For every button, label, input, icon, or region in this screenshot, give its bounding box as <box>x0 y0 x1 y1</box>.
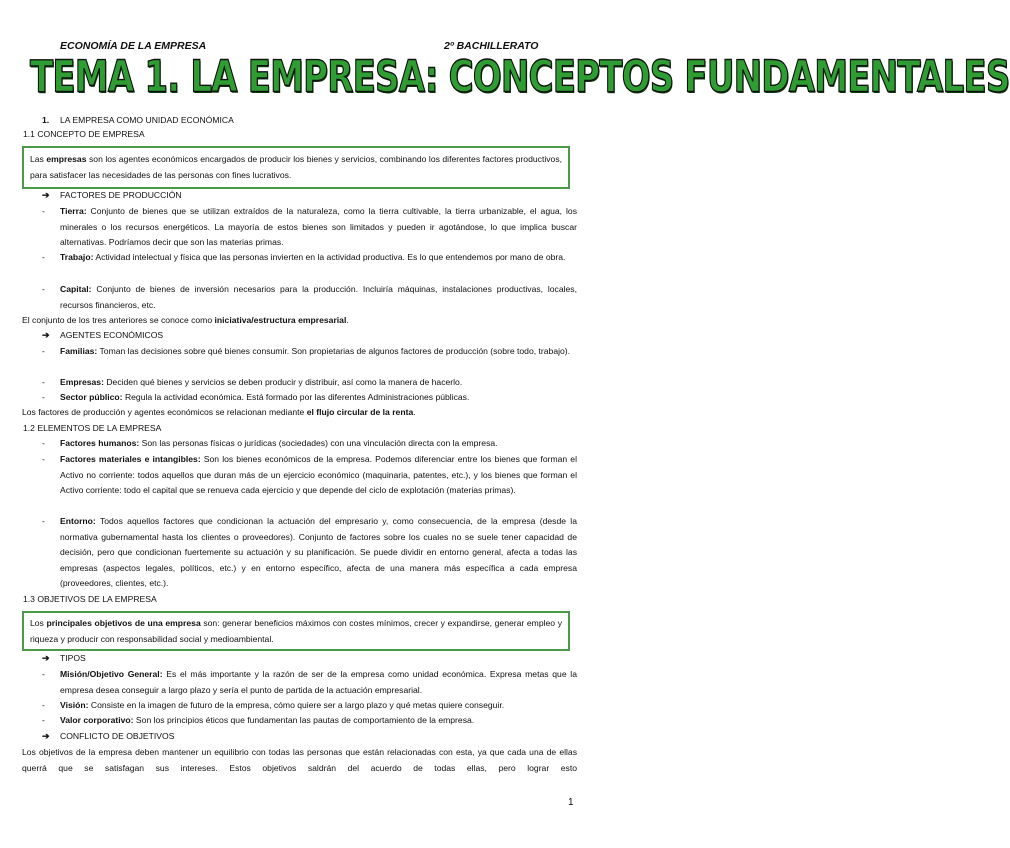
arrow-icon: ➔ <box>42 190 50 200</box>
dash-bullet: - <box>42 438 45 448</box>
list-item-trabajo: Trabajo: Actividad intelectual y física que las personas invierten en la actividad productiva. Es lo que entendemos por mano de obra. <box>60 252 566 262</box>
dash-bullet: - <box>42 516 45 526</box>
conflicto-heading: CONFLICTO DE OBJETIVOS <box>60 731 175 741</box>
definition-text: Las empresas son los agentes económicos encargados de producir los bienes y servicios, combinando los diferentes factores productivos, para satisfacer las necesidades de las personas con fines lucrativos. <box>30 154 563 180</box>
arrow-icon: ➔ <box>42 731 50 741</box>
dash-bullet: - <box>42 669 45 679</box>
list-item-familias: Familias: Toman las decisiones sobre qué bienes consumir. Son propietarias de algunos factores de producción (sobre todo, trabajo). <box>60 346 571 356</box>
dash-bullet: - <box>42 252 45 262</box>
list-item-valor-corporativo: Valor corporativo: Son los principios éticos que fundamentan las pautas de comportamiento de la empresa. <box>60 715 475 725</box>
dash-bullet: - <box>42 206 45 216</box>
dash-bullet: - <box>42 377 45 387</box>
dash-bullet: - <box>42 346 45 356</box>
dash-bullet: - <box>42 454 45 464</box>
arrow-icon: ➔ <box>42 330 50 340</box>
dash-bullet: - <box>42 700 45 710</box>
agentes-heading: AGENTES ECONÓMICOS <box>60 330 164 340</box>
factores-heading: FACTORES DE PRODUCCIÓN <box>60 190 182 200</box>
list-item-entorno: Entorno: Todos aquellos factores que condicionan la actuación del empresario y, como consecuencia, de la empresa (desde la normativa gubernamental hasta los clientes o proveedores). Conjunto de factores sobre los cuales no se suele tener capacidad de decisión, pero que condicionan fuertemente su actuación y su planificación. Se puede dividir en entorno general, afecta a todas las empresas (aspectos legales, políticos, etc.) y en entorno específico, afecta de una manera más específica a cada empresa (proveedores, clientes, etc.). <box>60 516 577 588</box>
objectives-text: Los principales objetivos de una empresa son: generar beneficios máximos con costes mínimos, crecer y expandirse, generar empleo y riqueza y producir con responsabilidad social y medioambiental. <box>30 618 562 644</box>
tipos-heading: TIPOS <box>60 653 86 663</box>
conflicto-text: Los objetivos de la empresa deben mantener un equilibrio con todas las personas que están relacionadas con esta, ya que cada una de ellas querrá que se satisfagan sus intereses. Estos objetivos saldrán del acuerdo de todas ellas, pero lograr esto <box>22 747 577 773</box>
list-item-sector-publico: Sector público: Regula la actividad económica. Está formado por las diferentes Administraciones públicas. <box>60 392 470 402</box>
objectives-box <box>22 611 570 651</box>
list-item-mision: Misión/Objetivo General: Es el más importante y la razón de ser de la empresa como unidad económica. Expresa metas que la empresa desea conseguir a largo plazo y sería el punto de partida de la actuación empresarial. <box>60 669 577 695</box>
section-number: 1. <box>42 115 50 125</box>
dash-bullet: - <box>42 715 45 725</box>
agentes-conclusion: Los factores de producción y agentes económicos se relacionan mediante el flujo circular de la renta. <box>22 407 416 417</box>
subsection-heading-1-2: 1.2 ELEMENTOS DE LA EMPRESA <box>23 423 162 433</box>
dash-bullet: - <box>42 392 45 402</box>
dash-bullet: - <box>42 284 45 294</box>
list-item-vision: Visión: Consiste en la imagen de futuro de la empresa, cómo quiere ser a largo plazo y qué metas quiere conseguir. <box>60 700 505 710</box>
factores-conclusion: El conjunto de los tres anteriores se conoce como iniciativa/estructura empresarial. <box>22 315 349 325</box>
page-title: TEMA 1. LA EMPRESA: CONCEPTOS FUNDAMENTALES <box>30 51 1010 103</box>
definition-box <box>22 146 570 189</box>
subsection-heading-1-1: 1.1 CONCEPTO DE EMPRESA <box>23 129 145 139</box>
header-course: 2º BACHILLERATO <box>444 40 539 52</box>
header-subject: ECONOMÍA DE LA EMPRESA <box>60 40 207 52</box>
section-heading: LA EMPRESA COMO UNIDAD ECONÓMICA <box>60 115 234 125</box>
list-item-empresas: Empresas: Deciden qué bienes y servicios se deben producir y distribuir, así como la manera de hacerlo. <box>60 377 463 387</box>
arrow-icon: ➔ <box>42 653 50 663</box>
list-item-tierra: Tierra: Conjunto de bienes que se utilizan extraídos de la naturaleza, como la tierra cultivable, la tierra urbanizable, el agua, los minerales o los recursos energéticos. La mayoría de estos bienes son limitados y pueden ir agotándose, lo que implica buscar alternativas. Podríamos decir que son las materias primas. <box>60 206 577 247</box>
list-item-factores-materiales: Factores materiales e intangibles: Son los bienes económicos de la empresa. Podemos diferenciar entre los bienes que forman el Activo no corriente: todos aquellos que duran más de un ejercicio económico (maquinaria, patentes, etc.), y los bienes que forman el Activo corriente: todo el capital que se renueva cada ejercicio y que depende del ciclo de explotación (materias primas). <box>60 454 577 495</box>
list-item-capital: Capital: Conjunto de bienes de inversión necesarios para la producción. Incluiría máquinas, instalaciones productivas, locales, recursos financieros, etc. <box>60 284 577 310</box>
subsection-heading-1-3: 1.3 OBJETIVOS DE LA EMPRESA <box>23 594 157 604</box>
list-item-factores-humanos: Factores humanos: Son las personas físicas o jurídicas (sociedades) con una vinculación directa con la empresa. <box>60 438 498 448</box>
page-number: 1 <box>568 797 574 808</box>
